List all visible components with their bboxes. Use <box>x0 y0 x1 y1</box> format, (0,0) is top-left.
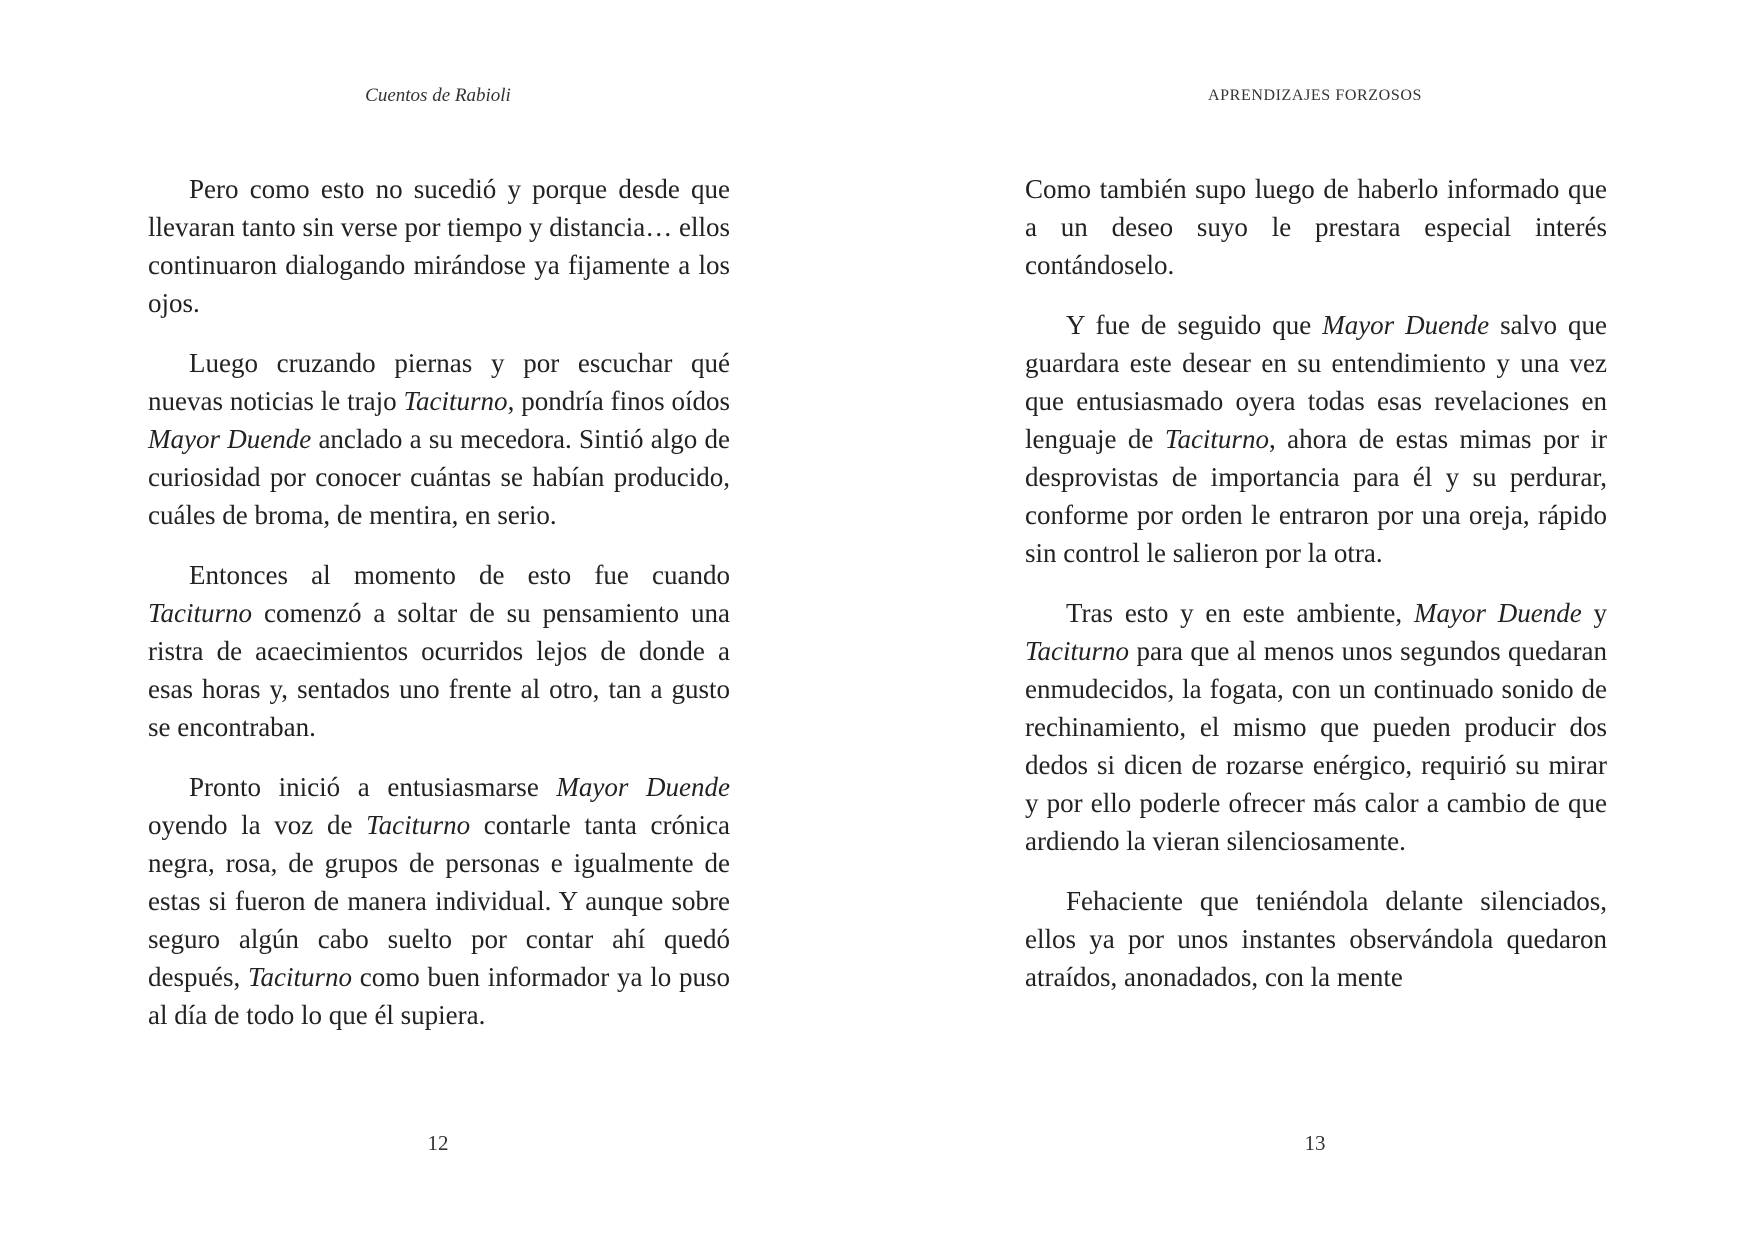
text-run: Entonces al momento de esto fue cuando <box>189 560 730 590</box>
text-run: , pondría finos oídos <box>507 386 730 416</box>
text-run: para que al menos unos segundos quedaran enmudecidos, la fogata, con un continuado sonido de rechinamiento, el mismo que pueden producir dos dedos si dicen de rozarse enérgico, requirió su mirar y por ello poderle ofrecer más calor a cambio de que ardiendo la vieran silenciosamente. <box>1025 636 1607 856</box>
text-run: Pero como esto no sucedió y porque desde que llevaran tanto sin verse por tiempo y distancia… ellos continuaron dialogando mirándose ya fijamente a los ojos. <box>148 174 730 318</box>
text-run: anclado a su mecedora. Sintió algo de curiosidad por conocer cuántas se habían producido, cuáles de broma, de mentira, en serio. <box>148 424 730 530</box>
italic-name: Taciturno <box>148 598 253 628</box>
italic-name: Taciturno <box>403 386 508 416</box>
running-head-right: APRENDIZAJES FORZOSOS <box>1208 87 1422 104</box>
text-run: Tras esto y en este ambiente, <box>1066 598 1414 628</box>
italic-name: Mayor Duende <box>556 772 730 802</box>
paragraph <box>1025 594 1607 860</box>
left-page-body <box>148 170 730 1056</box>
running-head-left: Cuentos de Rabioli <box>365 85 511 106</box>
right-page-body <box>1025 170 1607 1018</box>
text-run: y <box>1581 598 1608 628</box>
text-run: comenzó a soltar de su pensamiento una ristra de acaecimientos ocurridos lejos de donde a esas horas y, sentados uno frente al otro, tan a gusto se encontraban. <box>148 598 730 742</box>
paragraph <box>148 170 730 322</box>
paragraph <box>148 556 730 746</box>
text-run: como buen informador ya lo puso al día de todo lo que él supiera. <box>148 962 730 1030</box>
italic-name: Taciturno <box>1025 636 1130 666</box>
page-number-right: 13 <box>1304 1131 1326 1155</box>
italic-name: Mayor Duende <box>148 424 312 454</box>
text-run: , ahora de estas mimas por ir desprovistas de importancia para él y su perdurar, conforme por orden le entraron por una oreja, rápido sin control le salieron por la otra. <box>1025 424 1607 568</box>
italic-name: Mayor Duende <box>1322 310 1490 340</box>
text-run: Como también supo luego de haberlo informado que a un deseo suyo le prestara especial interés contándoselo. <box>1025 174 1607 280</box>
text-run: Pronto inició a entusiasmarse <box>189 772 557 802</box>
page-number-left: 12 <box>427 1131 449 1155</box>
italic-name: Taciturno <box>366 810 471 840</box>
paragraph <box>1025 882 1607 996</box>
text-run: Y fue de seguido que <box>1066 310 1323 340</box>
text-run: Luego cruzando piernas y por escuchar qué nuevas noticias le trajo <box>148 348 730 416</box>
italic-name: Taciturno <box>248 962 353 992</box>
paragraph <box>148 768 730 1034</box>
italic-name: Taciturno <box>1164 424 1269 454</box>
text-run: Fehaciente que teniéndola delante silenciados, ellos ya por unos instantes observándola quedaron atraídos, anonadados, con la mente <box>1025 886 1607 992</box>
paragraph <box>1025 170 1607 284</box>
right-page <box>874 0 1748 1240</box>
italic-name: Mayor Duende <box>1413 598 1582 628</box>
text-run: salvo que guardara este desear en su entendimiento y una vez que entusiasmado oyera todas esas revelaciones en lenguaje de <box>1025 310 1607 454</box>
paragraph <box>148 344 730 534</box>
text-run: contarle tanta crónica negra, rosa, de grupos de personas e igualmente de estas si fueron de manera individual. Y aunque sobre seguro algún cabo suelto por contar ahí quedó después, <box>148 810 730 992</box>
text-run: oyendo la voz de <box>148 810 367 840</box>
paragraph <box>1025 306 1607 572</box>
